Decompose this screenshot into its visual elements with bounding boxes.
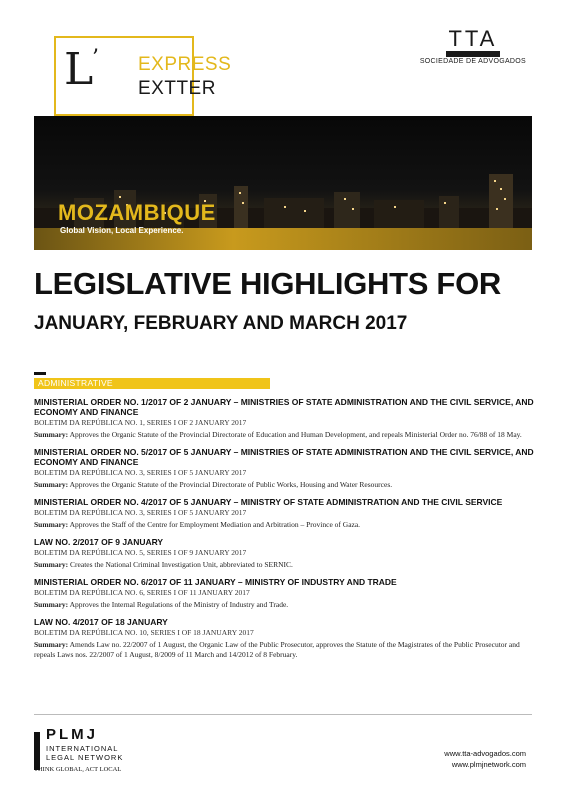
plmj-logo-icon [34,732,40,770]
summary-text: Approves the Staff of the Centre for Employment Mediation and Arbitration – Province of Gaza. [69,520,361,529]
logo-apostrophe: ’ [92,46,99,71]
summary-label: Summary: [34,560,69,569]
list-item [34,497,534,530]
item-summary [34,520,534,530]
summary-text: Approves the Organic Statute of the Provincial Directorate of Public Works, Housing and Water Resources. [69,480,393,489]
item-title: LAW NO. 4/2017 OF 18 JANUARY [34,617,168,627]
logo-exter-text: EXTTER [138,78,216,99]
item-summary [34,640,534,660]
page-subtitle: JANUARY, FEBRUARY AND MARCH 2017 [34,313,408,334]
section-label: ADMINISTRATIVE [38,378,113,388]
list-item [34,397,534,440]
item-source: BOLETIM DA REPÚBLICA NO. 5, SERIES I OF 9 JANUARY 2017 [34,548,247,557]
city-night-banner [34,116,532,250]
summary-text: Approves the Internal Regulations of the Ministry of Industry and Trade. [69,600,289,609]
logo-express-text: EXPRESS [138,54,232,75]
section-marker [34,372,46,375]
item-title: MINISTERIAL ORDER NO. 5/2017 OF 5 JANUARY – MINISTRIES OF STATE ADMINISTRATION AND THE CIVIL SERVICE, AND ECONOMY AND FINANCE [34,447,534,467]
plmj-line2: LEGAL NETWORK [46,753,124,762]
list-item [34,577,534,610]
logo-letter-l: L [64,44,94,95]
website-link-plmj[interactable]: www.plmjnetwork.com [451,760,526,769]
item-title: LAW NO. 2/2017 OF 9 JANUARY [34,537,164,547]
plmj-line1: INTERNATIONAL [46,744,119,753]
item-source: BOLETIM DA REPÚBLICA NO. 3, SERIES I OF 5 JANUARY 2017 [34,468,247,477]
item-summary [34,560,534,570]
banner-tagline: Global Vision, Local Experience. [60,226,184,235]
summary-label: Summary: [34,600,69,609]
summary-label: Summary: [34,430,69,439]
item-source: BOLETIM DA REPÚBLICA NO. 1, SERIES I OF 2 JANUARY 2017 [34,418,247,427]
express-exter-logo [54,36,232,116]
item-source: BOLETIM DA REPÚBLICA NO. 10, SERIES I OF 18 JANUARY 2017 [34,628,254,637]
item-title: MINISTERIAL ORDER NO. 6/2017 OF 11 JANUARY – MINISTRY OF INDUSTRY AND TRADE [34,577,397,587]
website-link-tta[interactable]: www.tta-advogados.com [444,749,526,758]
plmj-tagline: THINK GLOBAL, ACT LOCAL [34,766,122,773]
tta-logo-bar [446,51,500,57]
list-item [34,537,534,570]
item-source: BOLETIM DA REPÚBLICA NO. 3, SERIES I OF 5 JANUARY 2017 [34,508,247,517]
legislation-list [34,397,534,667]
item-summary [34,600,534,610]
tta-logo [420,28,526,65]
item-summary [34,480,534,490]
item-title: MINISTERIAL ORDER NO. 1/2017 OF 2 JANUARY – MINISTRIES OF STATE ADMINISTRATION AND THE CIVIL SERVICE, AND ECONOMY AND FINANCE [34,397,534,417]
summary-label: Summary: [34,480,69,489]
summary-label: Summary: [34,640,69,649]
tta-subtitle: SOCIEDADE DE ADVOGADOS [419,58,526,65]
item-summary [34,430,534,440]
summary-label: Summary: [34,520,69,529]
page-title: LEGISLATIVE HIGHLIGHTS FOR [34,266,501,301]
banner-country: MOZAMBIQUE [58,200,216,225]
list-item [34,447,534,490]
footer-divider [34,714,532,715]
item-source: BOLETIM DA REPÚBLICA NO. 6, SERIES I OF 11 JANUARY 2017 [34,588,250,597]
item-title: MINISTERIAL ORDER NO. 4/2017 OF 5 JANUARY – MINISTRY OF STATE ADMINISTRATION AND THE CIVIL SERVICE [34,497,503,507]
summary-text: Creates the National Criminal Investigation Unit, abbreviated to SERNIC. [70,560,293,569]
list-item [34,617,534,660]
plmj-name: PLMJ [46,726,99,743]
summary-text: Amends Law no. 22/2007 of 1 August, the Organic Law of the Public Prosecutor, approves the Statute of the Magistrates of the Public Prosecutor and repeals Laws nos. 22/2007 of 1 August, 8/2009 of 11 March and 14/2012 of 8 February. [34,640,520,659]
tta-name: TTA [448,26,498,51]
summary-text: Approves the Organic Statute of the Provincial Directorate of Education and Human Development, and repeals Ministerial Order no. 76/88 of 18 May. [69,430,522,439]
